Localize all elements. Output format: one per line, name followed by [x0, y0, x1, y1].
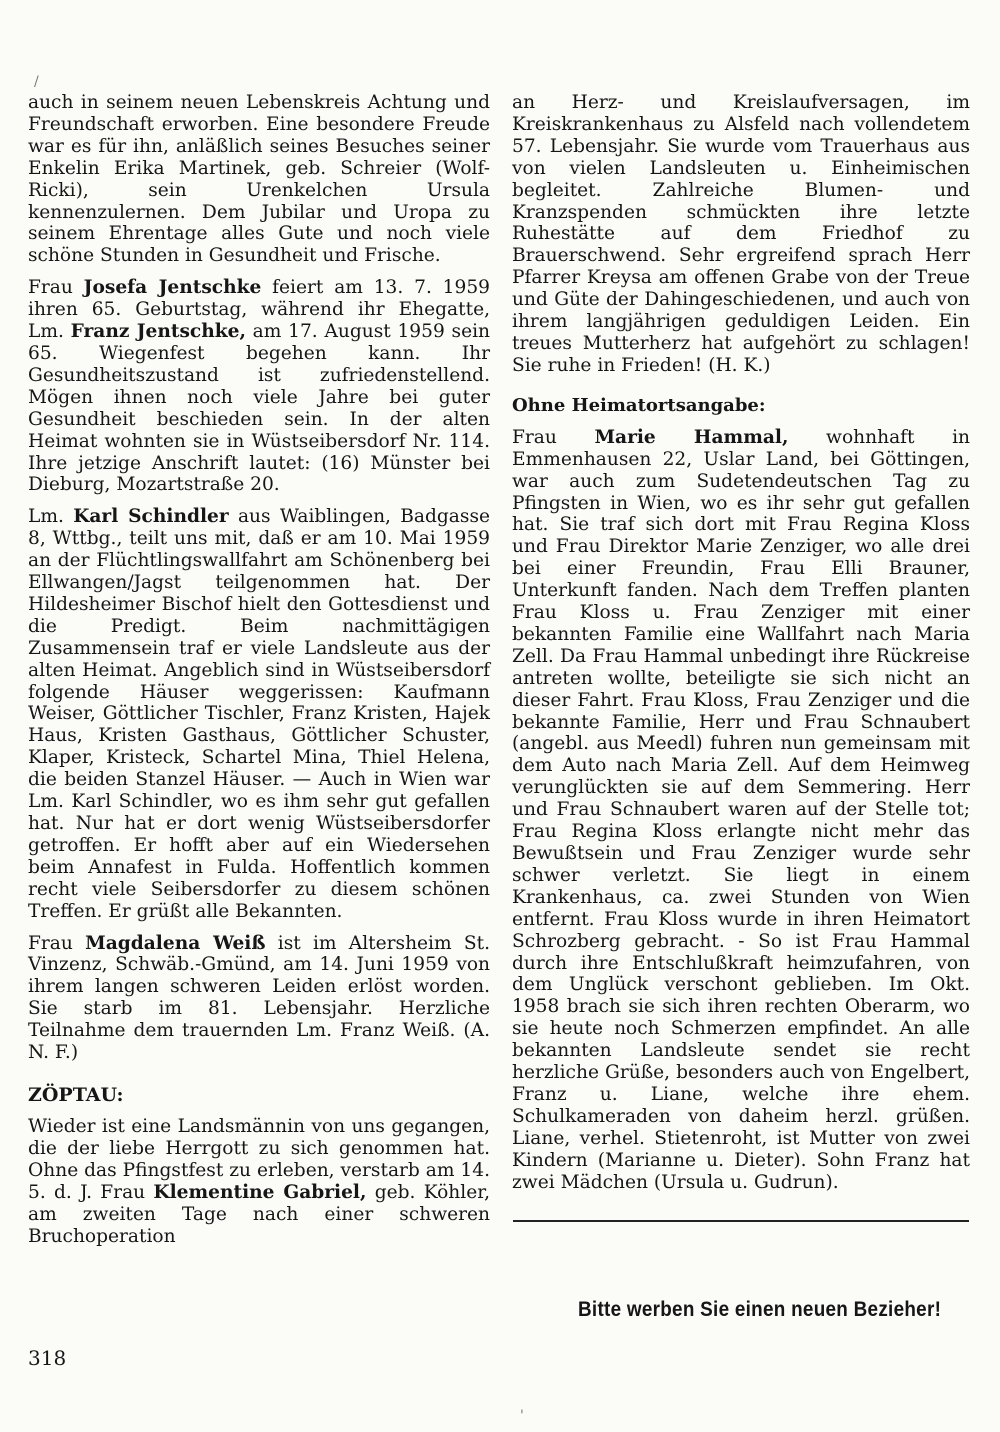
name-josefa-jentschke: Josefa Jentschke — [83, 277, 262, 299]
section-heading-zoeptau: ZÖPTAU: — [28, 1083, 124, 1106]
name-franz-jentschke: Franz Jentschke, — [70, 321, 246, 343]
print-mark: / — [34, 74, 39, 90]
name-magdalena-weiss: Magdalena Weiß — [85, 932, 266, 954]
paragraph-gabriel: Wieder ist eine Landsmännin von uns gegangen, die der liebe Herrgott zu sich genommen hat. Ohne das Pfingstfest zu erleben, verstarb am 14. 5. d. J. Frau Klementine Gabriel, geb. Köhler, am zweiten Tage nach einer schweren Bruchoperation — [28, 1115, 490, 1247]
subscriber-appeal: Bitte werben Sie einen neuen Bezieher! — [578, 1298, 942, 1321]
paragraph-weiss: Frau Magdalena Weiß ist im Altersheim St. Vinzenz, Schwäb.-Gmünd, am 14. Juni 1959 von ihrem langen schweren Leiden erlöst worden. Sie starb im 81. Lebensjahr. Herzliche Teilnahme dem trauernden Lm. Franz Weiß. (A. N. F.) — [28, 932, 491, 1064]
left-column — [28, 92, 490, 1247]
paragraph-jentschke: Frau Josefa Jentschke feiert am 13. 7. 1959 ihren 65. Geburtstag, während ihr Ehegatte, Lm. Franz Jentschke, am 17. August 1959 sein 65. Wiegenfest begehen kann. Ihr Gesundheitszustand ist zufriedenstellend. Mögen ihnen noch viele Jahre bei guter Gesundheit beschieden sein. In der alten Heimat wohnten sie in Wüstseibersdorf Nr. 114. Ihre jetzige Anschrift lautet: (16) Münster bei Dieburg, Mozartstraße 20. — [28, 277, 490, 496]
print-mark: ' — [520, 1408, 524, 1424]
paragraph-schindler: Lm. Karl Schindler aus Waiblingen, Badgasse 8, Wttbg., teilt uns mit, daß er am 10. Mai 1959 an der Flüchtlingswallfahrt am Schönenberg bei Ellwangen/Jagst teilgenommen hat. Der Hildesheimer Bischof hielt den Gottesdienst und die Predigt. Beim nachmittägigen Zusammensein traf er viele Landsleute aus der alten Heimat. Angeblich sind in Wüstseibersdorf folgende Häuser weggerissen: Kaufmann Weiser, Göttlicher Tischler, Franz Kristen, Hajek Haus, Kristen Gasthaus, Göttlicher Schuster, Klaper, Kristeck, Schartel Mina, Thiel Helena, die beiden Stanzel Häuser. — Auch in Wien war Lm. Karl Schindler, wo es ihm sehr gut gefallen hat. Nur hat er dort wenig Wüstseibersdorfer getroffen. Er hofft aber auf ein Wiedersehen beim Annafest in Fulda. Hoffentlich kommen recht viele Seibersdorfer zu diesem schönen Treffen. Er grüßt alle Bekannten. — [28, 506, 490, 922]
page-number: 318 — [28, 1346, 67, 1370]
right-column — [512, 92, 970, 1230]
paragraph-jubilar: auch in seinem neuen Lebenskreis Achtung und Freundschaft erworben. Eine besondere Freude war es für ihn, anläßlich seines Besuches seiner Enkelin Erika Martinek, geb. Schreier (Wolf-Ricki), sein Urenkelchen Ursula kennenzulernen. Dem Jubilar und Uropa zu seinem Ehrentage alles Gute und noch viele schöne Stunden in Gesundheit und Frische. — [28, 92, 490, 267]
section-heading-ohne-heimatort: Ohne Heimatortsangabe: — [512, 394, 766, 416]
name-marie-hammal: Marie Hammal, — [594, 426, 789, 448]
name-klementine-gabriel: Klementine Gabriel, — [153, 1181, 367, 1203]
name-karl-schindler: Karl Schindler — [73, 506, 229, 528]
paragraph-hammal: Frau Marie Hammal, wohnhaft in Emmenhausen 22, Uslar Land, bei Göttingen, war auch zum Sudetendeutschen Tag zu Pfingsten in Wien, wo es ihr sehr gut gefallen hat. Sie traf sich dort mit Frau Regina Kloss und Frau Direktor Marie Zenziger, wo alle drei bei einer Freundin, Frau Elli Brauner, Unterkunft fanden. Nach dem Treffen planten Frau Kloss u. Frau Zenziger mit einer bekannten Familie eine Wallfahrt nach Maria Zell. Da Frau Hammal unbedingt ihre Rückreise antreten wollte, beteiligte sie sich nicht an dieser Fahrt. Frau Kloss, Frau Zenziger und die bekannte Familie, Herr und Frau Schnaubert (angebl. aus Meedl) fuhren nun gemeinsam mit dem Auto nach Maria Zell. Auf dem Heimweg verunglückten sie auf dem Semmering. Herr und Frau Schnaubert waren auf der Stelle tot; Frau Regina Kloss erlangte nicht mehr das Bewußtsein und Frau Zenziger wurde sehr schwer verletzt. Sie liegt in einem Krankenhaus, ca. zwei Stunden von Wien entfernt. Frau Kloss wurde in ihren Heimatort Schrozberg gebracht. - So ist Frau Hammal durch ihre Entschlußkraft heimzufahren, von dem Unglück verschont geblieben. Im Okt. 1958 brach sie sich ihren rechten Oberarm, wo sie heute noch Schmerzen empfindet. An alle bekannten Landsleute sendet sie recht herzliche Grüße, besonders auch von Engelbert, Franz u. Liane, welche ihre ehem. Schulkameraden von daheim herzl. grüßen. Liane, verhel. Stietenroht, ist Mutter von zwei Kindern (Marianne u. Dieter). Sohn Franz hat zwei Mädchen (Ursula u. Gudrun). — [512, 426, 971, 1193]
divider-rule — [513, 1220, 969, 1222]
paragraph-gabriel-continued: an Herz- und Kreislaufversagen, im Kreiskrankenhaus zu Alsfeld nach vollendetem 57. Lebensjahr. Sie wurde vom Trauerhaus aus von vielen Landsleuten u. Einheimischen begleitet. Zahlreiche Blumen- und Kranzspenden schmückten ihre letzte Ruhestätte auf dem Friedhof zu Brauerschwend. Sehr ergreifend sprach Herr Pfarrer Kreysa am offenen Grabe von der Treue und Güte der Dahingeschiedenen, und auch von ihrem langjährigen geduldigen Leiden. Ein treues Mutterherz hat aufgehört zu schlagen! Sie ruhe in Frieden! (H. K.) — [512, 92, 970, 376]
